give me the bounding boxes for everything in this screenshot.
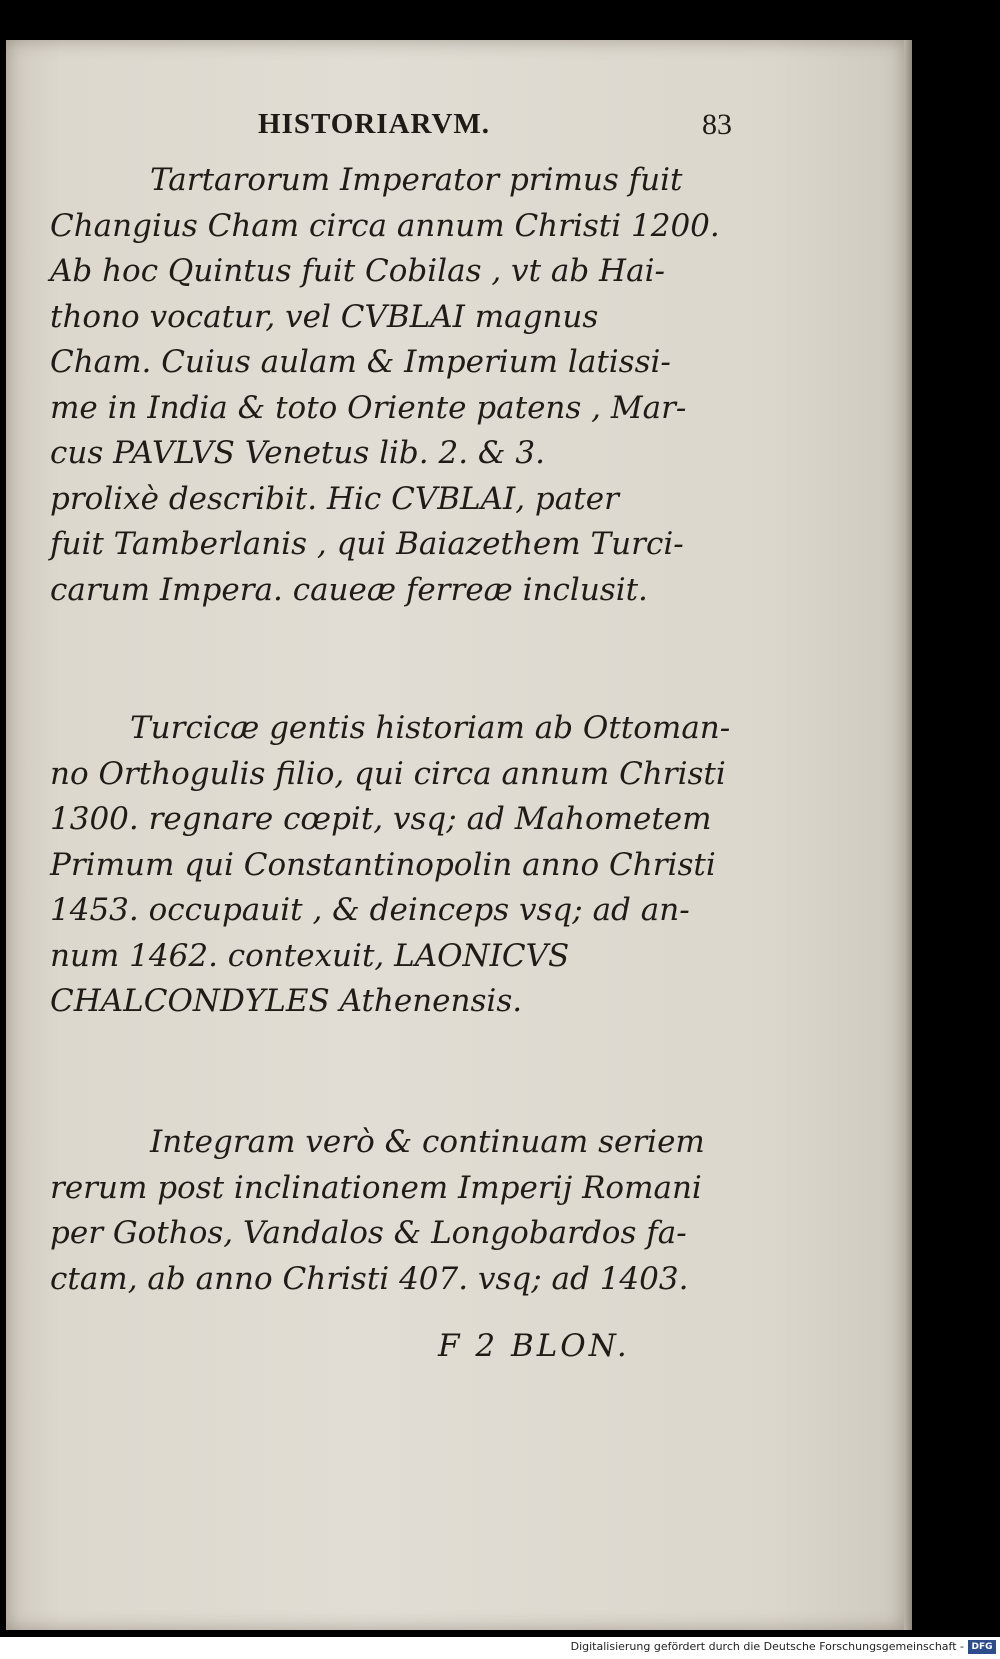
footer-bar (0, 1637, 1000, 1659)
page-edge (904, 40, 912, 1630)
text-line: ctam, ab anno Christi 407. vsq; ad 1403. (50, 1260, 689, 1297)
text-line: Tartarorum Imperator primus fuit (150, 162, 683, 198)
text-line: cus PAVLVS Venetus lib. 2. & 3. (50, 435, 545, 471)
dfg-logo-icon: DFG (968, 1640, 996, 1654)
text-line: me in India & toto Oriente patens , Mar- (50, 389, 687, 426)
page-number: 83 (702, 108, 732, 141)
text-line: 1300. regnare cœpit, vsq; ad Mahometem (50, 801, 712, 837)
text-line: Turcicæ gentis historiam ab Ottoman- (130, 710, 731, 746)
text-line: thono vocatur, vel CVBLAI magnus (50, 298, 599, 335)
text-line: fuit Tamberlanis , qui Baiazethem Turci- (50, 526, 684, 562)
paragraph-turcicae (50, 706, 740, 1025)
text-line: Primum qui Constantinopolin anno Christi (50, 846, 716, 883)
paragraph-tartarorum (50, 158, 740, 613)
text-line: no Orthogulis filio, qui circa annum Christi (50, 755, 726, 792)
running-head: HISTORIARVM. (258, 108, 491, 140)
text-line: rerum post inclinationem Imperij Romani (50, 1169, 702, 1206)
text-line: carum Impera. caueæ ferreæ inclusit. (50, 571, 648, 608)
paragraph-integram (50, 1120, 740, 1302)
text-line: prolixè describit. Hic CVBLAI, pater (50, 480, 619, 517)
text-line: Changius Cham circa annum Christi 1200. (50, 207, 720, 244)
text-line: Cham. Cuius aulam & Imperium latissi- (50, 344, 671, 380)
text-line: num 1462. contexuit, LAONICVS (50, 937, 570, 974)
text-line: CHALCONDYLES Athenensis. (50, 983, 523, 1019)
text-line: 1453. occupauit , & deinceps vsq; ad an- (50, 892, 690, 928)
signature-catchword: F 2 BLON. (438, 1328, 630, 1364)
footer-credit: Digitalisierung gefördert durch die Deutsche Forschungsgemeinschaft - (570, 1640, 964, 1653)
text-line: Ab hoc Quintus fuit Cobilas , vt ab Hai- (50, 253, 665, 289)
text-line: Integram verò & continuam seriem (150, 1124, 705, 1160)
text-line: per Gothos, Vandalos & Longobardos fa- (50, 1215, 687, 1251)
